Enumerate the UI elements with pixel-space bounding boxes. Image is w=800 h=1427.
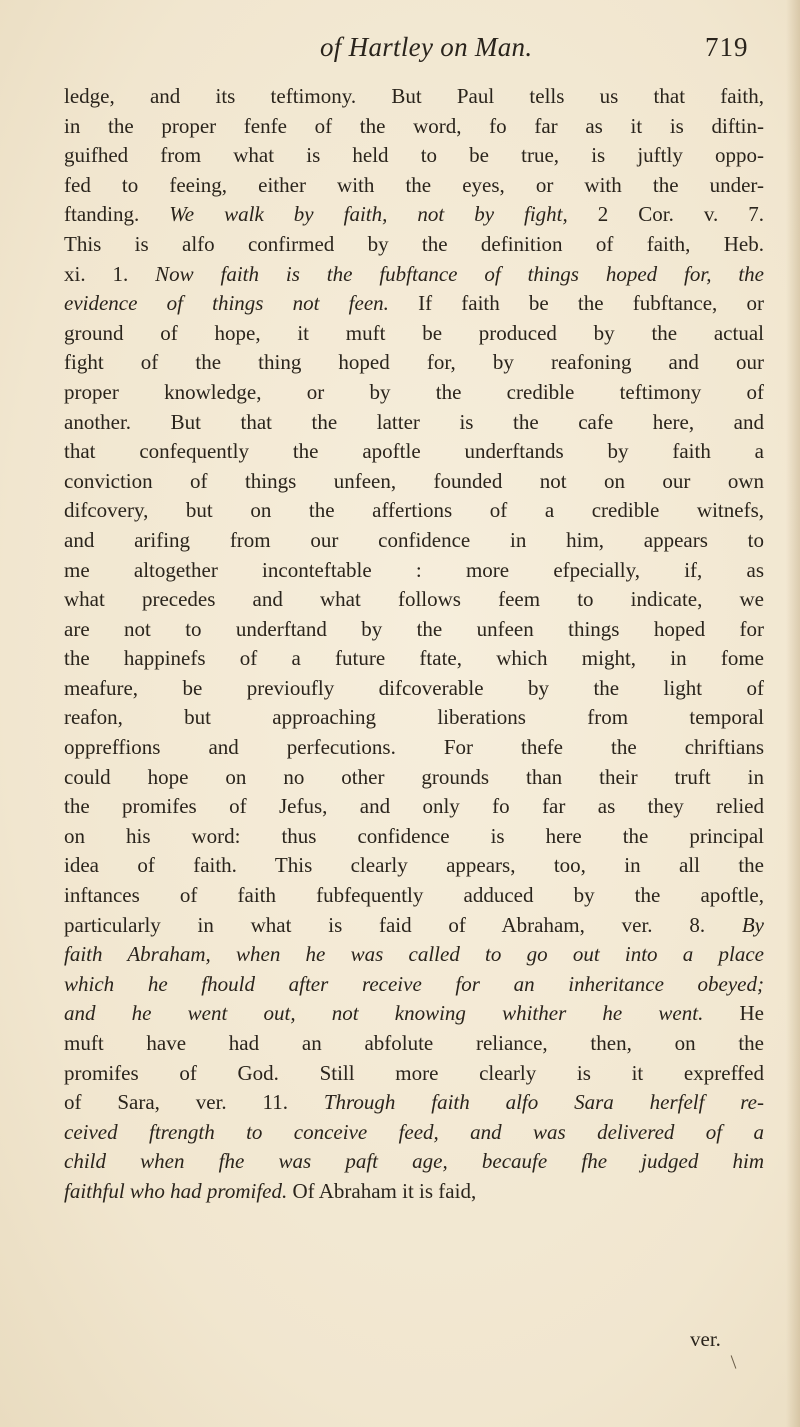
text-segment: ftanding. bbox=[64, 202, 170, 227]
text-line bbox=[64, 822, 764, 852]
text-segment: oppreffions and perfecutions. For thefe the chriftians bbox=[64, 735, 764, 760]
text-line bbox=[64, 1177, 764, 1207]
text-line bbox=[64, 881, 764, 911]
italic-text: By bbox=[741, 912, 764, 937]
text-line bbox=[64, 792, 764, 822]
text-line bbox=[64, 940, 764, 970]
text-line bbox=[64, 319, 764, 349]
text-line bbox=[64, 437, 764, 467]
text-line bbox=[64, 970, 764, 1000]
text-segment: promifes of God. Still more clearly is it expreffed bbox=[64, 1060, 764, 1085]
text-segment: This is alfo confirmed by the definition of faith, Heb. bbox=[64, 231, 764, 256]
text-segment: the happinefs of a future ftate, which might, in fome bbox=[64, 646, 764, 671]
text-segment: what precedes and what follows feem to indicate, we bbox=[64, 587, 764, 612]
text-segment: and arifing from our confidence in him, appears to bbox=[64, 527, 764, 552]
text-segment: could hope on no other grounds than their truft in bbox=[64, 764, 764, 789]
text-line bbox=[64, 141, 764, 171]
text-segment: in the proper fenfe of the word, fo far as it is diftin- bbox=[64, 113, 764, 138]
text-segment: the promifes of Jefus, and only fo far as they relied bbox=[64, 794, 764, 819]
page-edge-shadow bbox=[786, 0, 800, 1427]
text-line bbox=[64, 556, 764, 586]
text-line bbox=[64, 733, 764, 763]
text-line bbox=[64, 348, 764, 378]
margin-mark bbox=[731, 1355, 737, 1368]
text-segment: another. But that the latter is the cafe here, and bbox=[64, 409, 764, 434]
text-line bbox=[64, 1059, 764, 1089]
text-segment: If faith be the fubftance, or bbox=[388, 291, 764, 316]
text-segment: particularly in what is faid of Abraham, ver. 8. bbox=[64, 912, 742, 937]
text-line bbox=[64, 703, 764, 733]
italic-text: faithful who had promifed. bbox=[64, 1178, 288, 1203]
text-line bbox=[64, 200, 764, 230]
text-segment: meafure, be previoufly difcoverable by the light of bbox=[64, 675, 764, 700]
text-segment: 2 Cor. v. 7. bbox=[567, 202, 764, 227]
text-segment: fight of the thing hoped for, by reafoning and our bbox=[64, 350, 764, 375]
italic-text: We walk by faith, not by fight, bbox=[169, 202, 568, 227]
text-line bbox=[64, 615, 764, 645]
italic-text: which he fhould after receive for an inheritance obeyed; bbox=[64, 971, 764, 996]
text-segment: difcovery, but on the affertions of a credible witnefs, bbox=[64, 498, 764, 523]
italic-text: child when fhe was paft age, becaufe fhe judged him bbox=[64, 1149, 764, 1174]
running-head bbox=[0, 28, 800, 72]
text-segment: proper knowledge, or by the credible teftimony of bbox=[64, 379, 764, 404]
text-line bbox=[64, 851, 764, 881]
running-title: of Hartley on Man. bbox=[320, 32, 533, 62]
italic-text: Through faith alfo Sara herfelf re- bbox=[323, 1090, 764, 1115]
text-line bbox=[64, 408, 764, 438]
catchword: ver. bbox=[690, 1327, 721, 1351]
italic-text: and he went out, not knowing whither he went. bbox=[64, 1001, 704, 1026]
text-segment: inftances of faith fubfequently adduced by the apoftle, bbox=[64, 883, 764, 908]
text-segment: guifhed from what is held to be true, is juftly oppo- bbox=[64, 143, 764, 168]
text-segment: that confequently the apoftle underftands by faith a bbox=[64, 439, 764, 464]
text-segment: Of Abraham it is faid, bbox=[287, 1178, 477, 1203]
text-line bbox=[64, 260, 764, 290]
text-line bbox=[64, 112, 764, 142]
text-segment: me altogether inconteftable : more efpecially, if, as bbox=[64, 557, 764, 582]
text-line bbox=[64, 1088, 764, 1118]
text-segment: are not to underftand by the unfeen things hoped for bbox=[64, 616, 764, 641]
text-segment: ledge, and its teftimony. But Paul tells us that faith, bbox=[64, 84, 764, 108]
text-segment: on his word: thus confidence is here the principal bbox=[64, 823, 764, 848]
italic-text: evidence of things not feen. bbox=[64, 291, 389, 316]
text-line bbox=[64, 763, 764, 793]
text-segment: ground of hope, it muft be produced by the actual bbox=[64, 320, 764, 345]
text-segment: He bbox=[703, 1001, 764, 1026]
text-line bbox=[64, 467, 764, 497]
text-line bbox=[64, 1147, 764, 1177]
text-segment: fed to feeing, either with the eyes, or with the under- bbox=[64, 172, 764, 197]
body-text bbox=[64, 82, 764, 1207]
text-segment: xi. 1. bbox=[64, 261, 156, 286]
italic-text: Now faith is the fubftance of things hoped for, the bbox=[155, 261, 764, 286]
text-segment: idea of faith. This clearly appears, too, in all the bbox=[64, 853, 764, 878]
text-line bbox=[64, 644, 764, 674]
text-line bbox=[64, 171, 764, 201]
text-segment: reafon, but approaching liberations from temporal bbox=[64, 705, 764, 730]
text-line bbox=[64, 82, 764, 112]
text-segment: of Sara, ver. 11. bbox=[64, 1090, 324, 1115]
text-line bbox=[64, 496, 764, 526]
text-line bbox=[64, 585, 764, 615]
text-segment: conviction of things unfeen, founded not on our own bbox=[64, 468, 764, 493]
italic-text: ceived ftrength to conceive feed, and was delivered of a bbox=[64, 1119, 764, 1144]
text-line bbox=[64, 1029, 764, 1059]
text-segment: muft have had an abfolute reliance, then, on the bbox=[64, 1031, 764, 1055]
page-number: 719 bbox=[705, 32, 749, 62]
text-line bbox=[64, 289, 764, 319]
italic-text: faith Abraham, when he was called to go out into a place bbox=[64, 942, 764, 967]
text-line bbox=[64, 674, 764, 704]
text-line bbox=[64, 911, 764, 941]
text-line bbox=[64, 230, 764, 260]
text-line bbox=[64, 1118, 764, 1148]
text-line bbox=[64, 378, 764, 408]
text-line bbox=[64, 999, 764, 1029]
text-line bbox=[64, 526, 764, 556]
